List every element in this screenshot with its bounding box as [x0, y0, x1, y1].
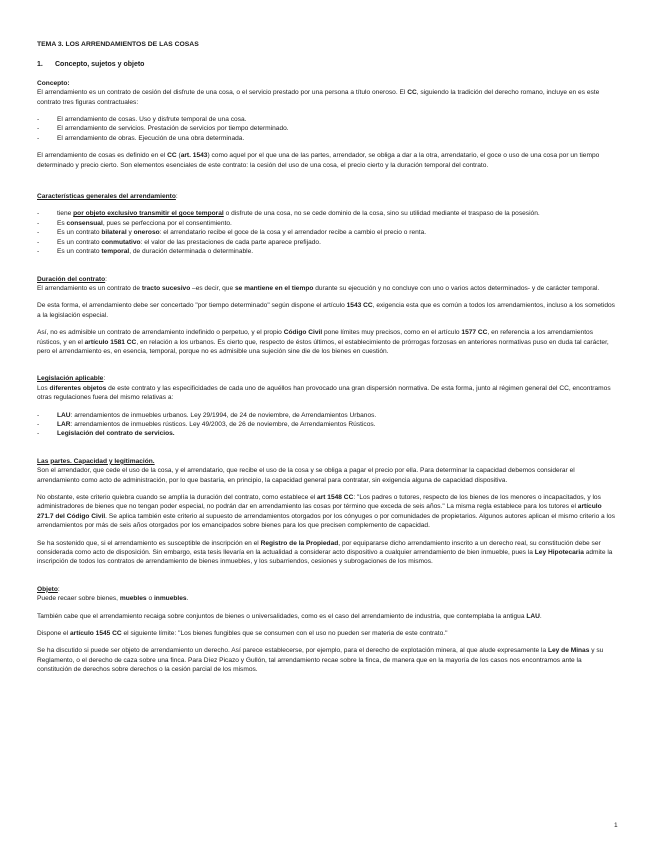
list-item: - El arrendamiento de cosas. Uso y disfrute temporal de una cosa. — [37, 115, 615, 124]
list-item: - Es un contrato bilateral y oneroso: el arrendatario recibe el goce de la cosa y el arrendador recibe a cambio el precio o renta. — [37, 228, 615, 237]
duracion-paragraph-3: Así, no es admisible un contrato de arrendamiento indefinido o perpetuo, y el propio Código Civil pone límites muy precisos, como en el artículo 1577 CC, en referencia a los arrendamientos rústicos, y en el artículo 1581 CC, en relación a los urbanos. Es cierto que, respecto de éstos últimos, el establecimiento de prórrogas forzosas en anteriores normativas puso en duda tal carácter, pero el arrendamiento es, en esencia, temporal, porque no es admisible una sujeción sine die de los bienes en cuestión. — [37, 329, 609, 355]
partes-paragraph-1: Son el arrendador, que cede el uso de la cosa, y el arrendatario, que recibe el uso de la cosa y se obliga a pagar el precio por ella. Para determinar la capacidad debemos considerar el arrendamiento como acto de administración, por lo que bastaría, en principio, la capacidad general para contratar, sin exigencia alguna de capacidad dispositiva. — [37, 467, 575, 484]
objeto-paragraph-1: Puede recaer sobre bienes, muebles o inmuebles. — [37, 595, 189, 603]
list-item: - Legislación del contrato de servicios. — [37, 429, 615, 438]
objeto-heading: Objeto: — [37, 585, 60, 593]
legislacion-paragraph-1: Los diferentes objetos de este contrato y las especificidades de cada uno de aquéllos han provocado una gran dispersión normativa. De esta forma, junto al régimen general del CC, encontramos otras regulaciones fuera del mismo relativas a: — [37, 384, 611, 402]
list-item: - LAR: arrendamientos de inmuebles rústicos. Ley 49/2003, de 26 de noviembre, de Arrendamientos Rústicos. — [37, 420, 615, 429]
section-heading — [37, 60, 615, 69]
concepto-paragraph-1: El arrendamiento es un contrato de cesión del disfrute de una cosa, o el servicio prestado por una persona a título oneroso. El CC, siguiendo la tradición del derecho romano, incluye en es este contrato tres figuras contractuales: — [37, 89, 600, 106]
document-title: TEMA 3. LOS ARRENDAMIENTOS DE LAS COSAS — [37, 41, 199, 48]
concepto-list — [37, 115, 615, 143]
page-number: 1 — [614, 822, 618, 829]
caracteristicas-heading: Características generales del arrendamiento: — [37, 193, 178, 201]
partes-paragraph-2: No obstante, este criterio quiebra cuando se amplía la duración del contrato, como establece el art 1548 CC: "Los padres o tutores, respecto de los bienes de los menores o incapacitados, y los administradores de bienes que no tengan poder especial, no podrán dar en arrendamiento las cosas por término que exceda de seis años." La misma regla establece para los tutores el artículo 271.7 del Código Civil. Se aplica también este criterio al supuesto de arrendamientos otorgados por los cónyuges o por comunidades de propietarios. Algunos autores aplican el mismo criterio a los arrendamientos por más de seis años otorgados por los emancipados sobre bienes para los que precisen complemento de capacidad. — [37, 494, 615, 530]
concepto-paragraph-2: El arrendamiento de cosas es definido en el CC (art. 1543) como aquel por el que una de las partes, arrendador, se obliga a dar a la otra, arrendatario, el goce o uso de una cosa por un tiempo determinado y precio cierto. Son elementos esenciales de este contrato: la cesión del uso de una cosa, el precio cierto y la duración temporal del contrato. — [37, 152, 600, 169]
list-item: - LAU: arrendamientos de inmuebles urbanos. Ley 29/1994, de 24 de noviembre, de Arrendamientos Urbanos. — [37, 411, 615, 420]
duracion-paragraph-1: El arrendamiento es un contrato de tracto sucesivo –es decir, que se mantiene en el tiempo durante su ejecución y no concluye con uno o varios actos determinados- y de carácter temporal. — [37, 284, 600, 292]
section-label: Concepto, sujetos y objeto — [55, 61, 145, 69]
document-page — [37, 40, 615, 683]
duracion-heading: Duración del contrato: — [37, 275, 107, 283]
list-item: - El arrendamiento de servicios. Prestación de servicios por tiempo determinado. — [37, 124, 615, 133]
objeto-paragraph-4: Se ha discutido si puede ser objeto de arrendamiento un derecho. Así parece establecerse, por ejemplo, para el derecho de explotación minera, al que alude expresamente la Ley de Minas y su Reglamento, o el derecho de caza sobre una finca. Para Díez Picazo y Gullón, tal arrendamiento recae sobre la finca, de manera que en la mayoría de los casos nos encontramos ante la constitución de derechos sobre derechos o la cesión parcial de los mismos. — [37, 647, 604, 674]
list-item: - Es un contrato temporal, de duración determinada o determinable. — [37, 247, 615, 256]
duracion-paragraph-2: De esta forma, el arrendamiento debe ser concertado "por tiempo determinado" según dispone el artículo 1543 CC, exigencia esta que es común a todos los arrendamientos, incluso a los sometidos a la legislación especial. — [37, 302, 615, 319]
list-item: - El arrendamiento de obras. Ejecución de una obra determinada. — [37, 134, 615, 143]
caracteristicas-list — [37, 209, 615, 256]
partes-paragraph-3: Se ha sostenido que, si el arrendamiento es susceptible de inscripción en el Registro de la Propiedad, por equipararse dicho arrendamiento inscrito a un derecho real, su constitución debe ser considerada como acto de disposición. Sin embargo, esta tesis llevaría en la actualidad a considerar acto dispositivo a cualquier arrendamiento de bien inmueble, pues la Ley Hipotecaria admite la inscripción de todos los contratos de arrendamiento de bienes inmuebles, y los subarriendos, cesiones y subrogaciones de los mismos. — [37, 539, 613, 566]
objeto-paragraph-2: También cabe que el arrendamiento recaiga sobre conjuntos de bienes o universalidades, como es el caso del arrendamiento de industria, que contemplaba la antigua LAU. — [37, 612, 542, 620]
list-item: - tiene por objeto exclusivo transmitir el goce temporal o disfrute de una cosa, no se cede dominio de la cosa, sino su utilidad mediante el traspaso de la posesión. — [37, 209, 615, 218]
objeto-paragraph-3: Dispone el artículo 1545 CC el siguiente límite: "Los bienes fungibles que se consumen con el uso no pueden ser materia de este contrato." — [37, 630, 448, 638]
section-number: 1. — [37, 61, 43, 69]
legislacion-list — [37, 411, 615, 439]
concepto-heading: Concepto: — [37, 79, 70, 87]
legislacion-heading: Legislación aplicable: — [37, 375, 106, 383]
list-item: - Es un contrato conmutativo: el valor de las prestaciones de cada parte aparece prefijado. — [37, 238, 615, 247]
partes-heading: Las partes. Capacidad y legitimación. — [37, 457, 155, 465]
list-item: - Es consensual, pues se perfecciona por el consentimiento. — [37, 219, 615, 228]
